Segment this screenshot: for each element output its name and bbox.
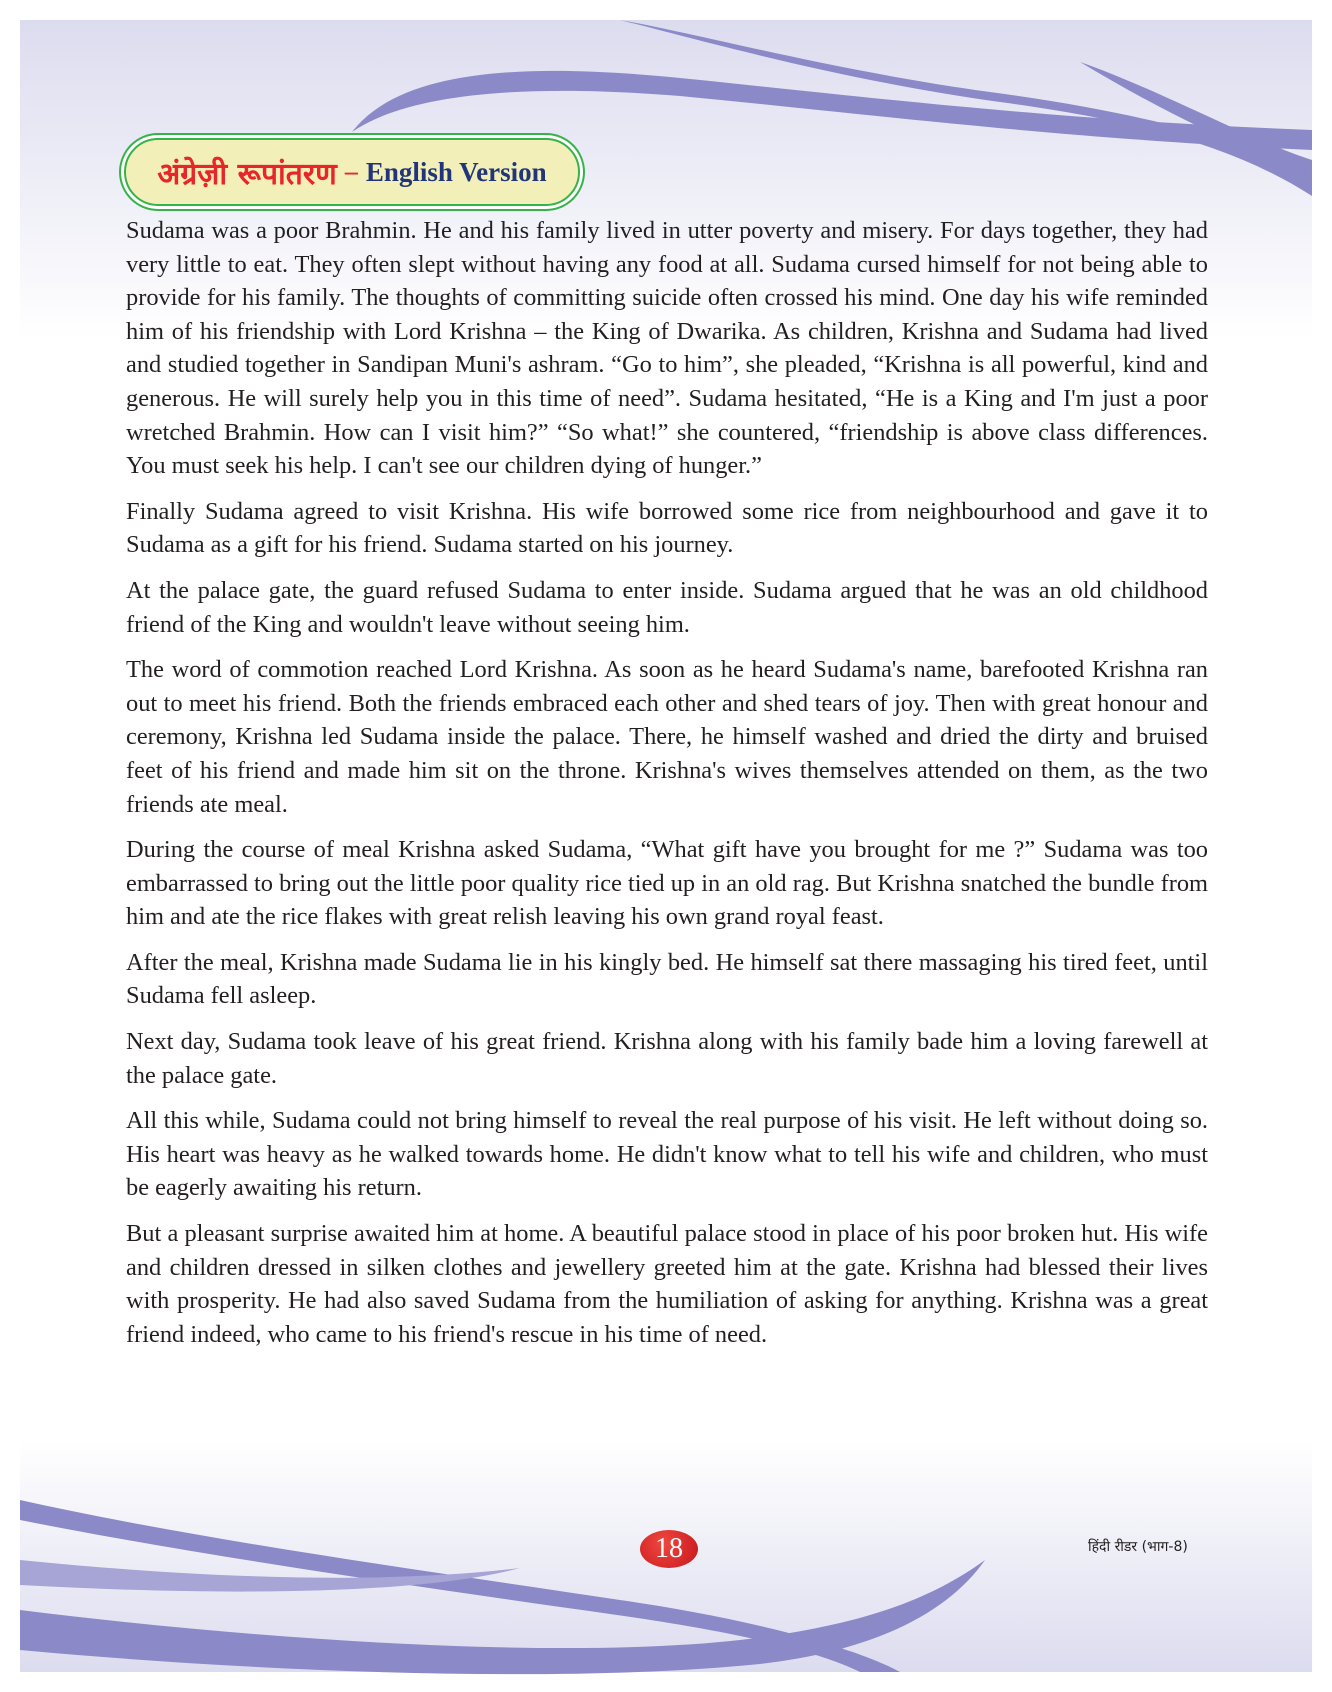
story-body [126, 214, 1208, 1363]
paragraph: Next day, Sudama took leave of his great friend. Krishna along with his family bade him a loving farewell at the palace gate. [126, 1028, 1208, 1089]
hindi-title: अंग्रेज़ी रूपांतरण [157, 156, 337, 192]
page-number-badge: 18 [640, 1530, 698, 1568]
paragraph: But a pleasant surprise awaited him at home. A beautiful palace stood in place of his poor broken hut. His wife and children dressed in silken clothes and jewellery greeted him at the gate. Krishna had blessed their lives with prosperity. He had also saved Sudama from the humiliation of asking for anything. Krishna was a great friend indeed, who came to his friend's rescue in his time of need. [126, 1220, 1208, 1348]
paragraph: Finally Sudama agreed to visit Krishna. His wife borrowed some rice from neighbourhood and gave it to Sudama as a gift for his friend. Sudama started on his journey. [126, 497, 1208, 559]
paragraph: At the palace gate, the guard refused Sudama to enter inside. Sudama argued that he was an old childhood friend of the King and wouldn't leave without seeing him. [126, 576, 1208, 638]
title-separator: – [344, 157, 358, 186]
paragraph: The word of commotion reached Lord Krishna. As soon as he heard Sudama's name, barefooted Krishna ran out to meet his friend. Both the friends embraced each other and shed tears of joy. Then with great honour and ceremony, Krishna led Sudama inside the palace. There, he himself washed and dried the dirty and bruised feet of his friend and made him sit on the throne. Krishna's wives themselves attended on them, as the two friends ate meal. [126, 656, 1208, 818]
paragraph: After the meal, Krishna made Sudama lie in his kingly bed. He himself sat there massaging his tired feet, until Sudama fell asleep. [126, 948, 1208, 1010]
paragraph: All this while, Sudama could not bring himself to reveal the real purpose of his visit. He left without doing so. His heart was heavy as he walked towards home. He didn't know what to tell his wife and children, who must be eagerly awaiting his return. [126, 1107, 1208, 1202]
english-title: English Version [365, 156, 547, 187]
book-title: हिंदी रीडर (भाग-8) [1088, 1539, 1188, 1555]
paragraph: During the course of meal Krishna asked Sudama, “What gift have you brought for me ?” Sudama was too embarrassed to bring out the little poor quality rice tied up in an old rag. But Krishna snatched the bundle from him and ate the rice flakes with great relish leaving his own grand royal feast. [126, 836, 1208, 931]
section-header-badge [124, 138, 580, 206]
paragraph: Sudama was a poor Brahmin. He and his family lived in utter poverty and misery. For days together, they had very little to eat. They often slept without having any food at all. Sudama cursed himself for not being able to provide for his family. The thoughts of committing suicide often crossed his mind. One day his wife reminded him of his friendship with Lord Krishna – the King of Dwarika. As children, Krishna and Sudama had lived and studied together in Sandipan Muni's ashram. “Go to him”, she pleaded, “Krishna is all powerful, kind and generous. He will surely help you in this time of need”. Sudama hesitated, “He is a King and I'm just a poor wretched Brahmin. How can I visit him?” “So what!” she countered, “friendship is above class differences. You must seek his help. I can't see our children dying of hunger.” [126, 217, 1208, 480]
